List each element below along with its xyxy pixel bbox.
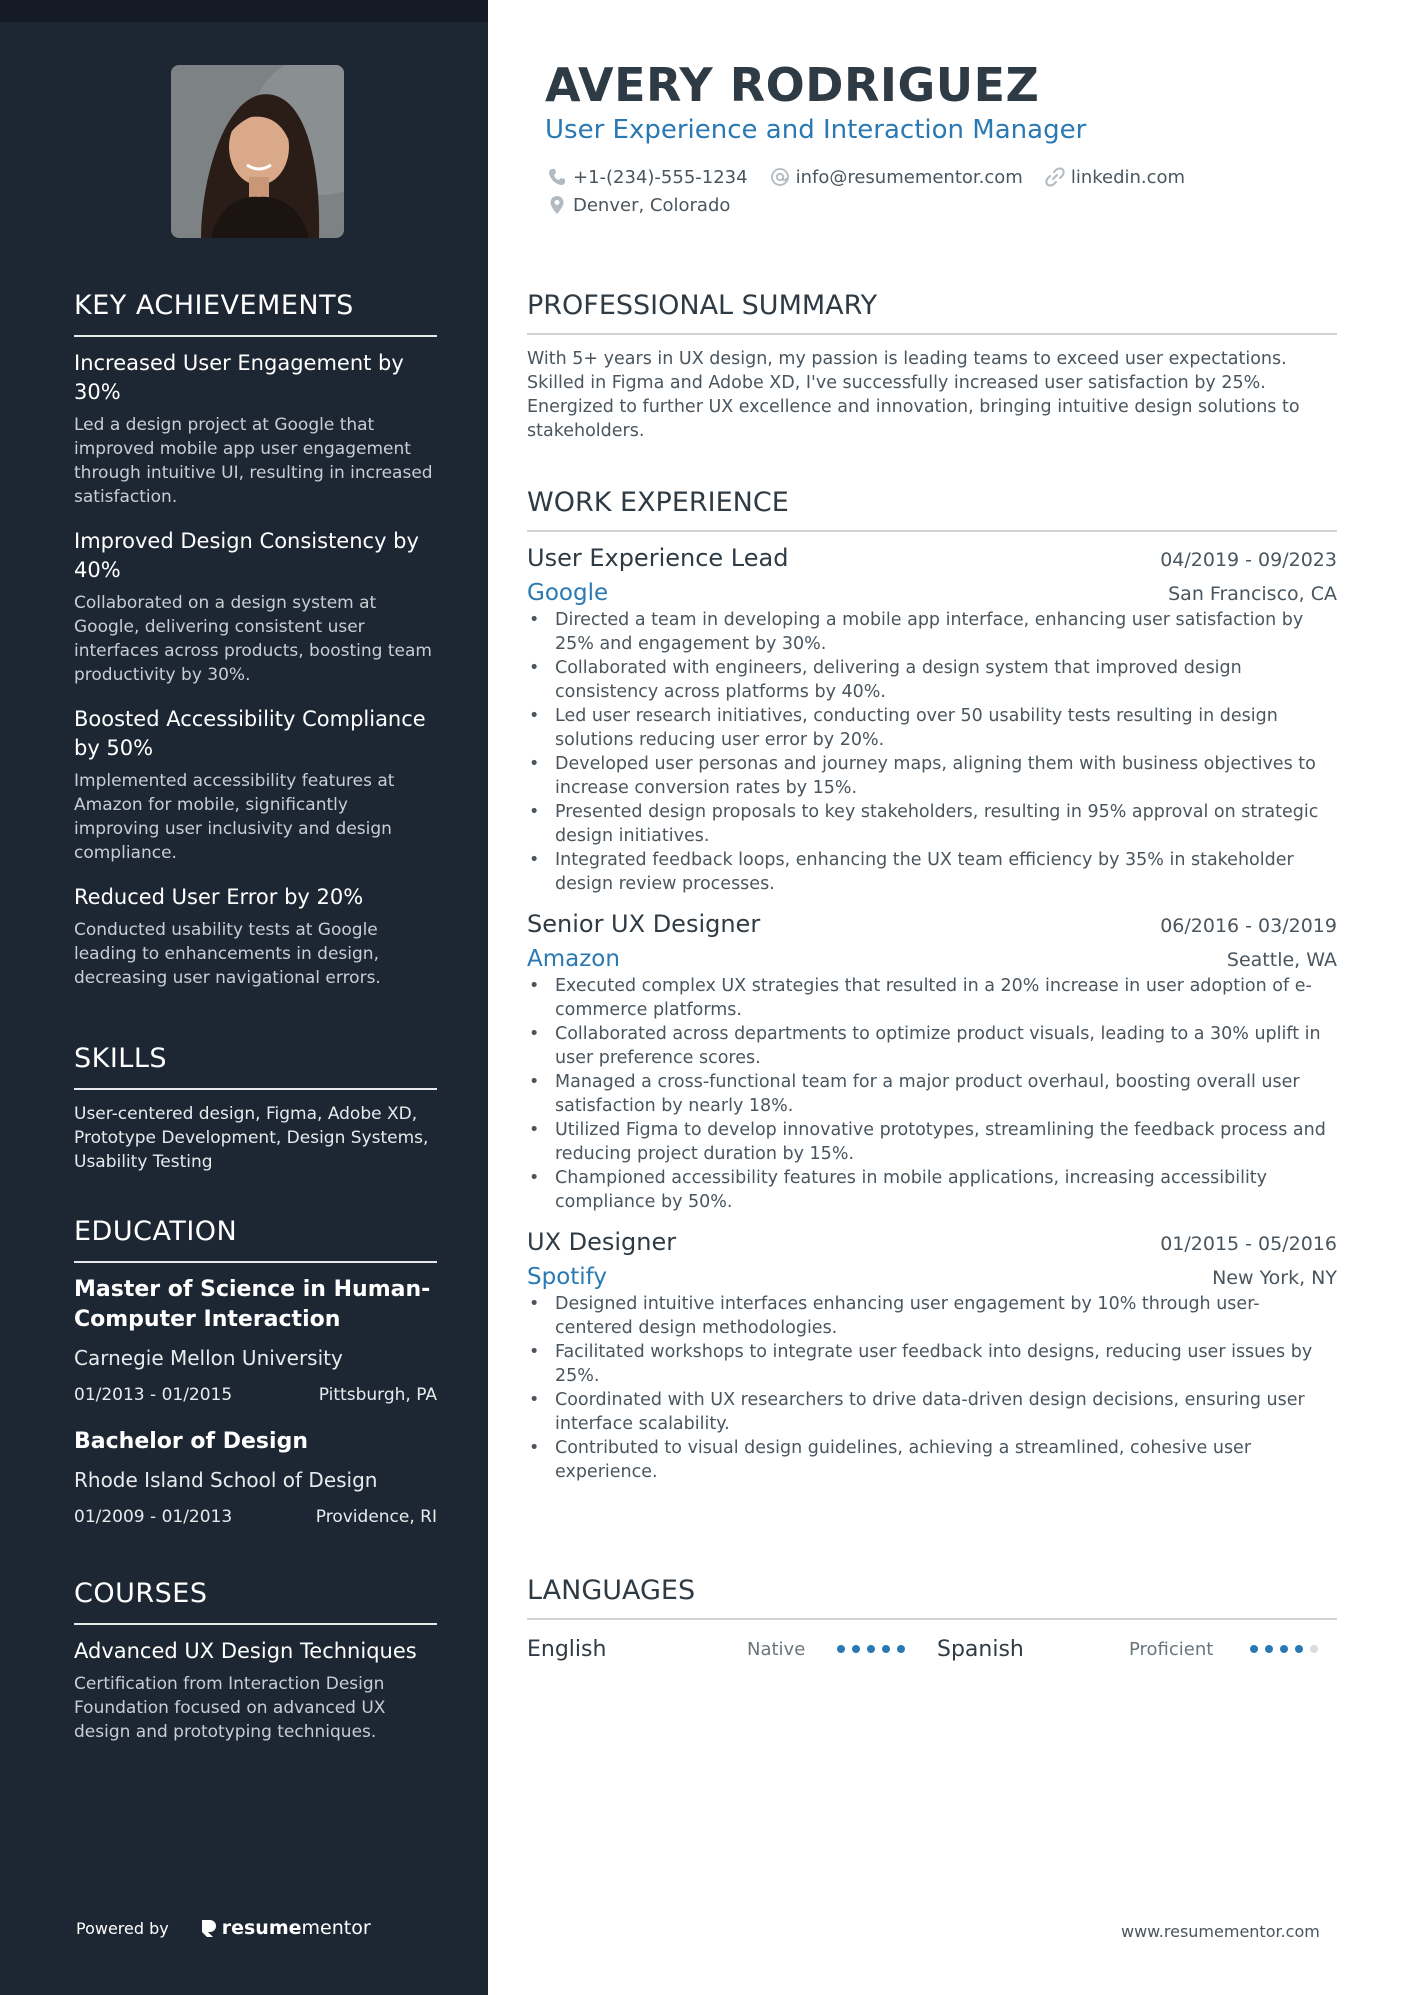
- job-bullets: [527, 1292, 1337, 1484]
- job-bullet: • Coordinated with UX researchers to drive data-driven design decisions, ensuring user interface scalability.: [527, 1388, 1337, 1436]
- language-name: Spanish: [937, 1636, 1024, 1662]
- job-company: Spotify: [527, 1264, 607, 1290]
- brand-bold: resume: [221, 1917, 302, 1939]
- achievements-heading: KEY ACHIEVEMENTS: [74, 290, 437, 337]
- phone-icon: [547, 167, 567, 187]
- job-bullet: • Directed a team in developing a mobile app interface, enhancing user satisfaction by 25% and engagement by 30%.: [527, 608, 1337, 656]
- job-title: UX Designer: [527, 1228, 677, 1256]
- job-location: Seattle, WA: [1226, 949, 1337, 971]
- rating-dot-filled: [1280, 1645, 1288, 1653]
- contact-email[interactable]: [770, 167, 1023, 188]
- brand-light: mentor: [301, 1917, 371, 1939]
- job-location: New York, NY: [1212, 1267, 1337, 1289]
- course-desc: Certification from Interaction Design Foundation focused on advanced UX design and prototyping techniques.: [74, 1674, 386, 1742]
- rating-dot-filled: [837, 1645, 845, 1653]
- job-bullet: • Collaborated across departments to optimize product visuals, leading to a 30% uplift in user preference scores.: [527, 1022, 1337, 1070]
- job-dates: 04/2019 - 09/2023: [1160, 549, 1337, 571]
- sidebar: [0, 0, 488, 1995]
- rating-dot-empty: [1310, 1645, 1318, 1653]
- achievement-item: [74, 349, 437, 509]
- location-text: Denver, Colorado: [573, 194, 731, 216]
- powered-by-label: Powered by: [76, 1918, 169, 1938]
- languages-heading: LANGUAGES: [527, 1575, 1337, 1620]
- achievement-item: [74, 527, 437, 687]
- job-bullet: • Presented design proposals to key stakeholders, resulting in 95% approval on strategic design initiatives.: [527, 800, 1337, 848]
- email-text: info@resumementor.com: [795, 166, 1023, 188]
- achievement-item: [74, 705, 437, 865]
- rating-dot-filled: [852, 1645, 860, 1653]
- contact-location: [547, 195, 730, 216]
- rating-dot-filled: [882, 1645, 890, 1653]
- job-bullet: • Collaborated with engineers, delivering a design system that improved design consistency across platforms by 40%.: [527, 656, 1337, 704]
- job-bullet: • Led user research initiatives, conducting over 50 usability tests resulting in design solutions reducing user error by 20%.: [527, 704, 1337, 752]
- courses-section: [74, 1578, 437, 1762]
- education-section: [74, 1216, 437, 1549]
- phone-text: +1-(234)-555-1234: [573, 166, 748, 188]
- achievement-desc: Collaborated on a design system at Google, delivering consistent user interfaces across products, boosting team productivity by 30%.: [74, 593, 432, 685]
- job-item: [527, 544, 1337, 896]
- job-bullet: • Utilized Figma to develop innovative prototypes, streamlining the feedback process and reducing project duration by 15%.: [527, 1118, 1337, 1166]
- job-bullet: • Executed complex UX strategies that resulted in a 20% increase in user adoption of e-commerce platforms.: [527, 974, 1337, 1022]
- skills-heading: SKILLS: [74, 1043, 437, 1090]
- job-bullet: • Integrated feedback loops, enhancing the UX team efficiency by 35% in stakeholder design review processes.: [527, 848, 1337, 896]
- job-bullet: • Managed a cross-functional team for a major product overhaul, boosting overall user satisfaction by nearly 18%.: [527, 1070, 1337, 1118]
- experience-section: [527, 487, 1337, 1498]
- language-item: [937, 1637, 1337, 1662]
- education-item: [74, 1275, 437, 1405]
- contact-linkedin[interactable]: [1045, 167, 1185, 188]
- skills-section: [74, 1043, 437, 1174]
- summary-text: With 5+ years in UX design, my passion is leading teams to exceed user expectations. Skilled in Figma and Adobe XD, I've successfully increased user satisfaction by 25%. Energized to further UX excellence and innovation, bringing intuitive design solutions to stakeholders.: [527, 349, 1300, 441]
- job-location: San Francisco, CA: [1168, 583, 1337, 605]
- contact-phone[interactable]: [547, 167, 748, 188]
- language-name: English: [527, 1636, 607, 1662]
- job-item: [527, 910, 1337, 1214]
- job-dates: 06/2016 - 03/2019: [1160, 915, 1337, 937]
- achievement-title: Reduced User Error by 20%: [74, 885, 364, 909]
- education-school: Rhode Island School of Design: [74, 1468, 378, 1492]
- language-rating: [837, 1645, 905, 1653]
- linkedin-text: linkedin.com: [1070, 166, 1186, 188]
- education-dates: 01/2009 - 01/2013: [74, 1507, 233, 1527]
- job-item: [527, 1228, 1337, 1484]
- job-bullet: • Facilitated workshops to integrate user feedback into designs, reducing user issues by 25%.: [527, 1340, 1337, 1388]
- summary-section: [527, 290, 1337, 443]
- brand-logo[interactable]: [199, 1917, 371, 1939]
- rating-dot-filled: [867, 1645, 875, 1653]
- experience-heading: WORK EXPERIENCE: [527, 487, 1337, 532]
- language-level: Native: [747, 1638, 806, 1660]
- job-company: Google: [527, 580, 609, 606]
- job-bullet: • Designed intuitive interfaces enhancing user engagement by 10% through user-centered design methodologies.: [527, 1292, 1337, 1340]
- achievement-desc: Conducted usability tests at Google leading to enhancements in design, decreasing user navigational errors.: [74, 920, 381, 988]
- language-level: Proficient: [1129, 1638, 1214, 1660]
- education-item: [74, 1427, 437, 1527]
- link-icon: [1045, 167, 1065, 187]
- achievements-section: [74, 290, 437, 1008]
- powered-by: [76, 1917, 371, 1939]
- contact-info: [547, 163, 1327, 219]
- language-rating: [1250, 1645, 1318, 1653]
- rating-dot-filled: [1250, 1645, 1258, 1653]
- resumementor-logo-icon: [199, 1918, 217, 1938]
- sidebar-top-bar: [0, 0, 488, 22]
- job-bullet: • Championed accessibility features in mobile applications, increasing accessibility compliance by 50%.: [527, 1166, 1337, 1214]
- education-location: Providence, RI: [315, 1507, 437, 1527]
- summary-heading: PROFESSIONAL SUMMARY: [527, 290, 1337, 335]
- education-degree: Master of Science in Human-Computer Interaction: [74, 1277, 431, 1332]
- job-title: User Experience Lead: [527, 544, 789, 572]
- achievement-title: Improved Design Consistency by 40%: [74, 529, 419, 582]
- job-bullet: • Developed user personas and journey maps, aligning them with business objectives to increase conversion rates by 15%.: [527, 752, 1337, 800]
- candidate-title: User Experience and Interaction Manager: [545, 115, 1087, 145]
- at-icon: [770, 167, 790, 187]
- education-location: Pittsburgh, PA: [318, 1385, 437, 1405]
- footer-url[interactable]: www.resumementor.com: [1121, 1922, 1320, 1941]
- education-dates: 01/2013 - 01/2015: [74, 1385, 233, 1405]
- achievement-item: [74, 883, 437, 990]
- rating-dot-filled: [1295, 1645, 1303, 1653]
- education-degree: Bachelor of Design: [74, 1429, 308, 1454]
- avatar: [171, 65, 344, 238]
- location-pin-icon: [547, 195, 567, 215]
- language-item: [527, 1637, 937, 1662]
- job-dates: 01/2015 - 05/2016: [1160, 1233, 1337, 1255]
- achievement-title: Increased User Engagement by 30%: [74, 351, 404, 404]
- achievement-desc: Led a design project at Google that improved mobile app user engagement through intuitive UI, resulting in increased satisfaction.: [74, 415, 433, 507]
- profile-photo: [171, 65, 344, 238]
- education-heading: EDUCATION: [74, 1216, 437, 1263]
- candidate-name: AVERY RODRIGUEZ: [545, 58, 1040, 112]
- achievement-desc: Implemented accessibility features at Amazon for mobile, significantly improving user inclusivity and design compliance.: [74, 771, 395, 863]
- languages-section: [527, 1575, 1337, 1666]
- achievement-title: Boosted Accessibility Compliance by 50%: [74, 707, 426, 760]
- courses-heading: COURSES: [74, 1578, 437, 1625]
- rating-dot-filled: [1265, 1645, 1273, 1653]
- job-bullet: • Contributed to visual design guidelines, achieving a streamlined, cohesive user experience.: [527, 1436, 1337, 1484]
- rating-dot-filled: [897, 1645, 905, 1653]
- job-title: Senior UX Designer: [527, 910, 761, 938]
- course-item: [74, 1637, 437, 1744]
- job-bullets: [527, 608, 1337, 896]
- education-school: Carnegie Mellon University: [74, 1346, 343, 1370]
- course-title: Advanced UX Design Techniques: [74, 1639, 417, 1663]
- job-company: Amazon: [527, 946, 620, 972]
- job-bullets: [527, 974, 1337, 1214]
- skills-list: User-centered design, Figma, Adobe XD, Prototype Development, Design Systems, Usability Testing: [74, 1104, 429, 1172]
